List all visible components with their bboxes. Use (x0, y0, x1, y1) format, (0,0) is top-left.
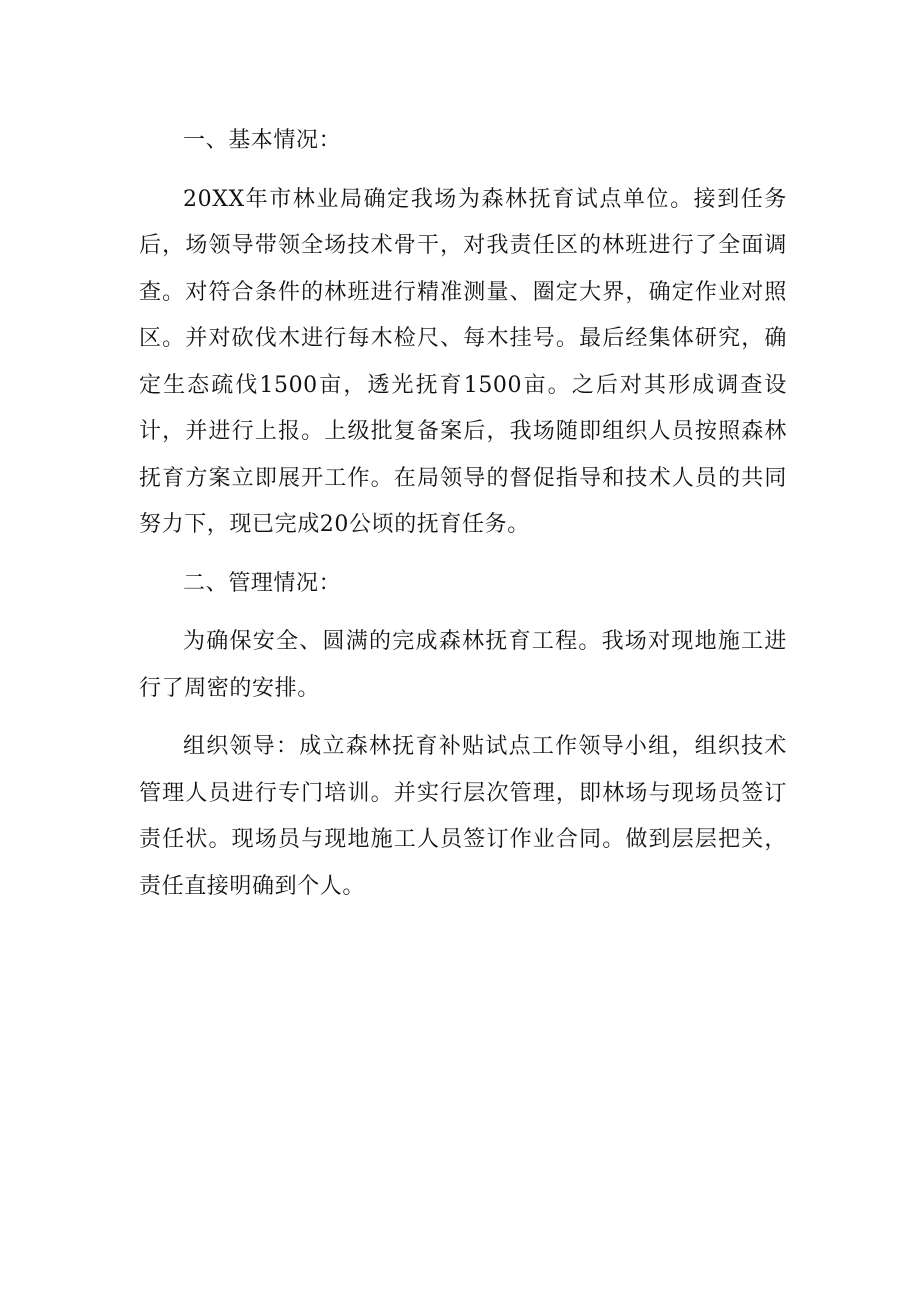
section-heading-management: 二、管理情况： (183, 570, 342, 596)
section-heading-basic: 一、基本情况： (183, 128, 342, 153)
paragraph-basic-situation: 20XX年市林业局确定我场为森林抚育试点单位。接到任务后，场领导带领全场技术骨干，对我责任区的林班进行了全面调查。对符合条件的林班进行精准测量、圈定大界，确定作业对照区。并对砍伐木进行每木检尺、每木挂号。最后经集体研究，确定生态疏伐1500亩，透光抚育1500亩。之后对其形成调查设计，并进行上报。上级批复备案后，我场随即组织人员按照森林抚育方案立即展开工作。在局领导的督促指导和技术人员的共同努力下，现已完成20公顷的抚育任务。 (139, 186, 787, 537)
document-body (139, 118, 787, 910)
paragraph-organization-leadership: 组织领导：成立森林抚育补贴试点工作领导小组，组织技术管理人员进行专门培训。并实行层次管理，即林场与现场员签订责任状。现场员与现地施工人员签订作业合同。做到层层把关，责任直接明确到个人。 (139, 734, 787, 899)
paragraph-safety-arrangement: 为确保安全、圆满的完成森林抚育工程。我场对现地施工进行了周密的安排。 (139, 629, 787, 701)
